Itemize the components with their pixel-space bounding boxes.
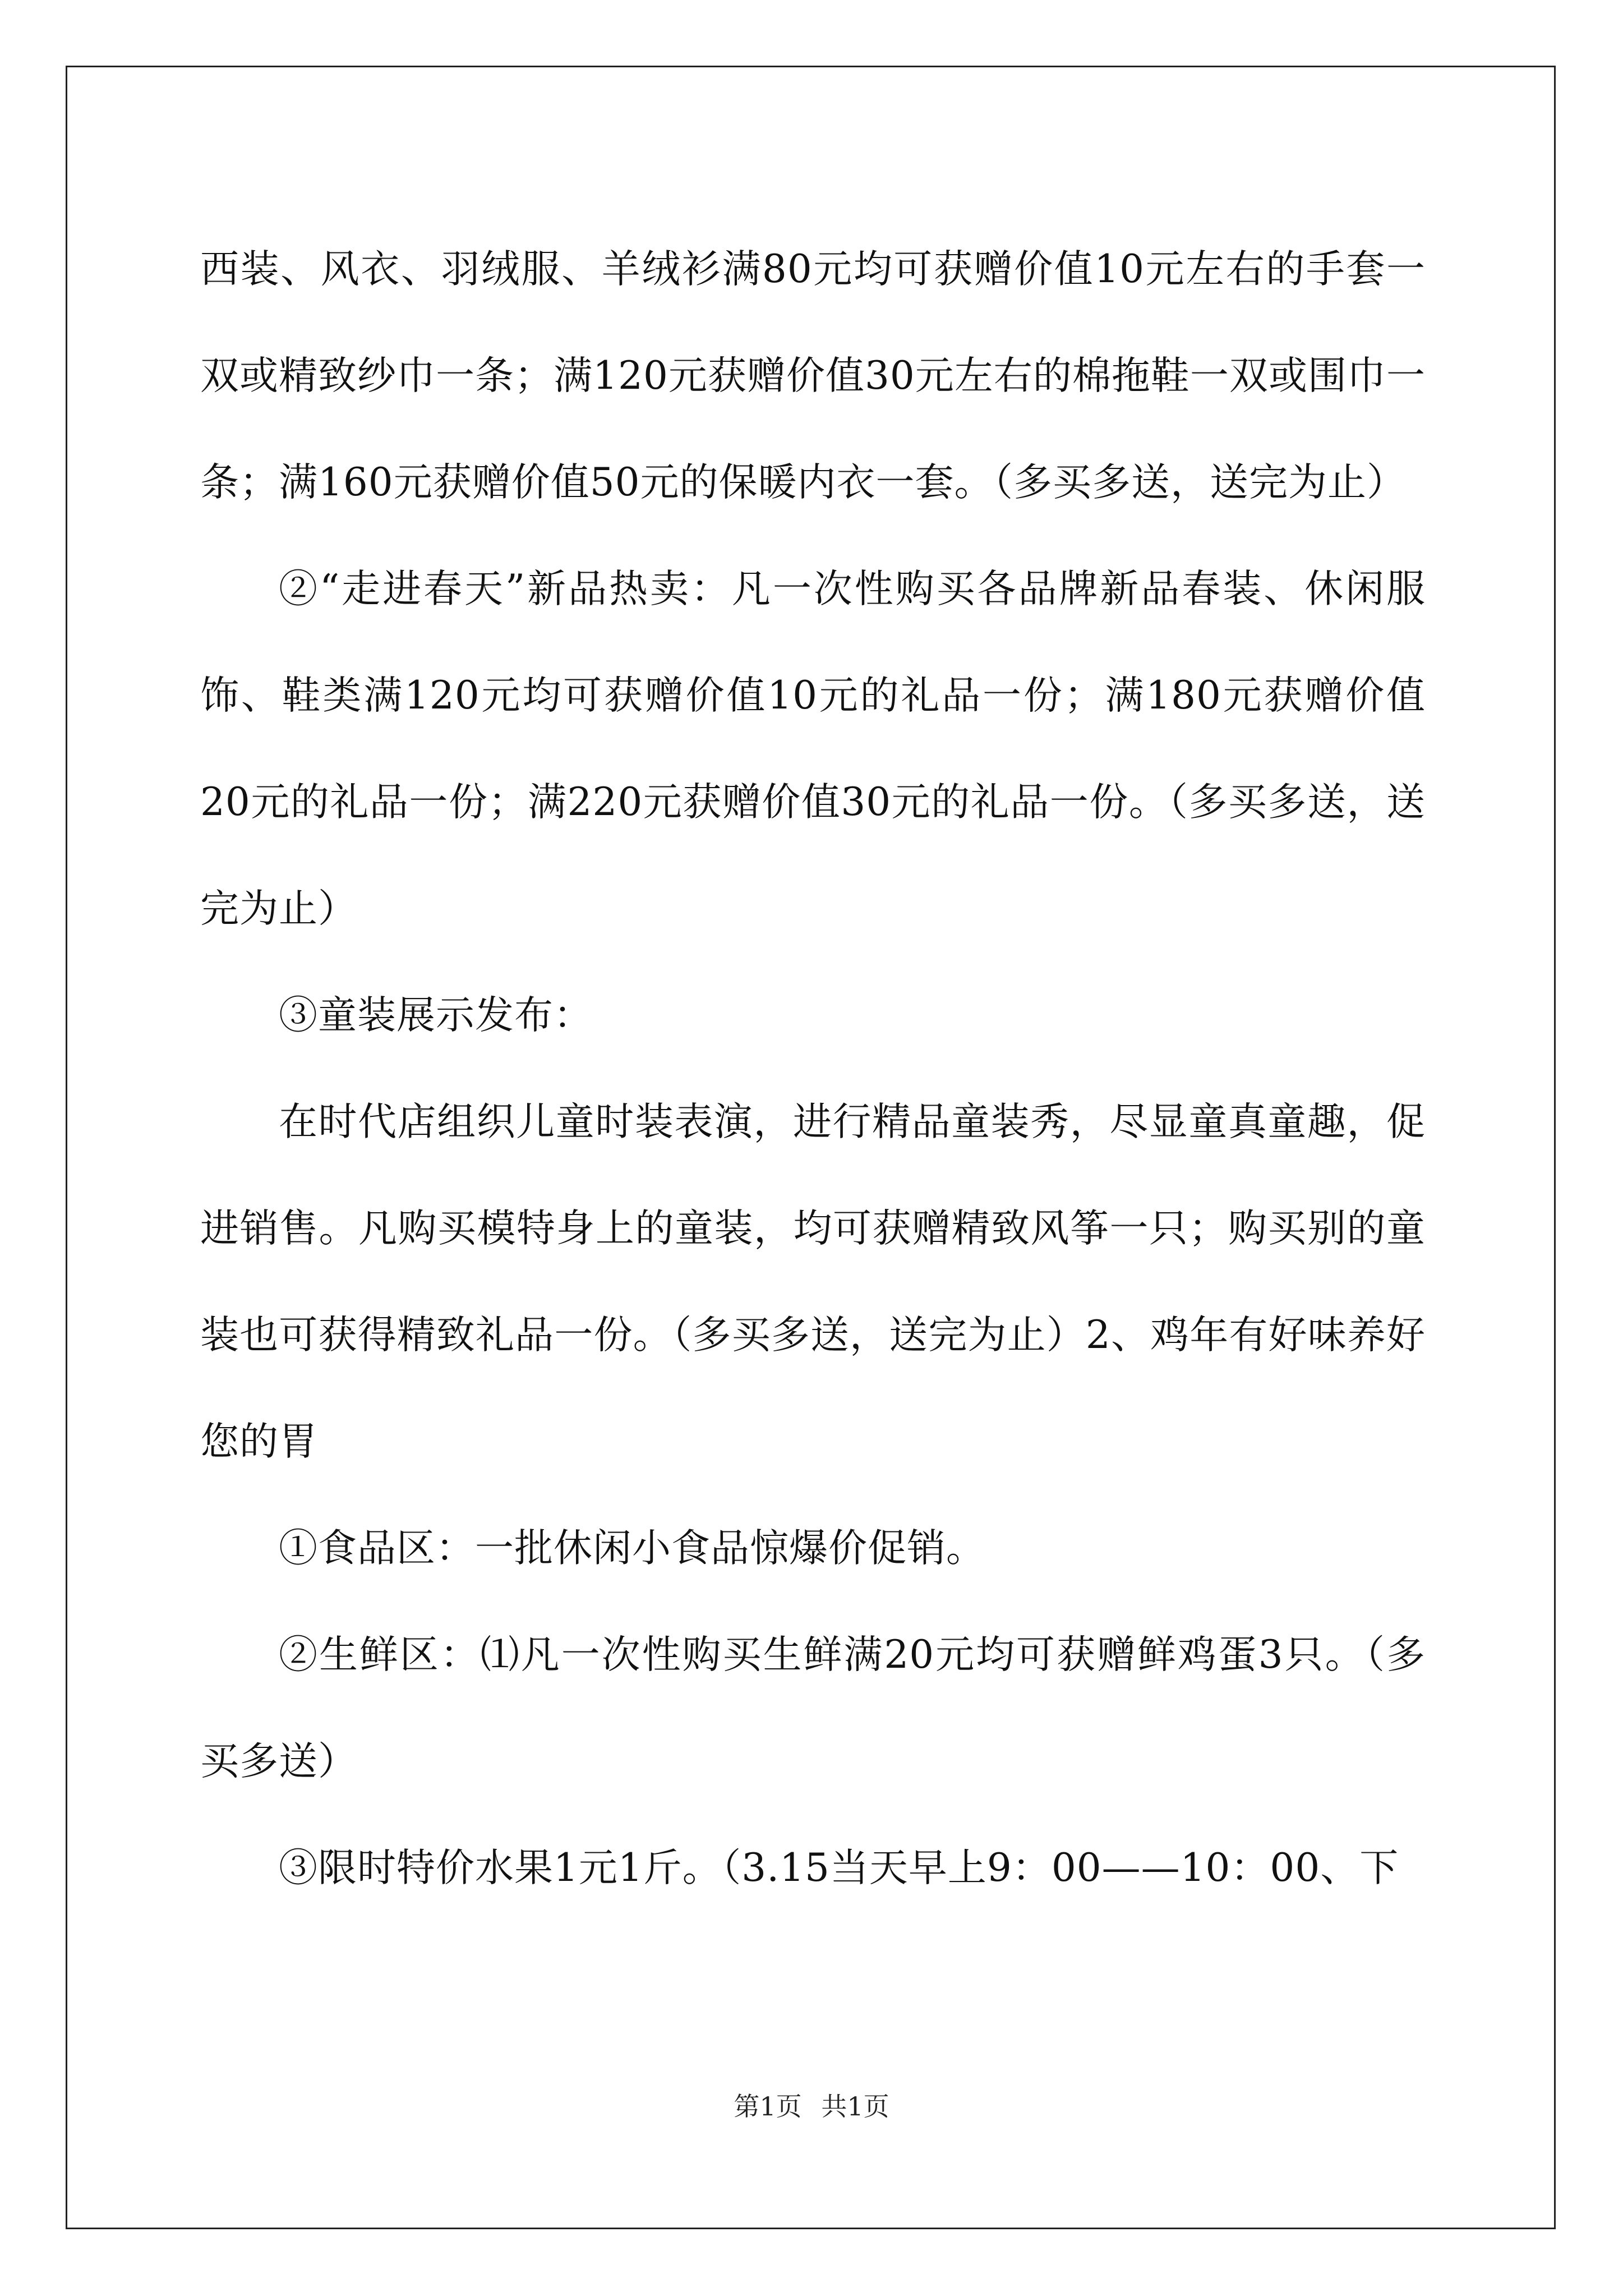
page-total: 共1页	[821, 2091, 889, 2122]
document-body	[200, 216, 1426, 1921]
paragraph-kids-show-details: 在时代店组织儿童时装表演，进行精品童装秀，尽显童真童趣，促进销售。凡购买模特身上的童装，均可获赠精致风筝一只；购买别的童装也可获得精致礼品一份。（多买多送，送完为止）2、鸡年有好味养好您的胃	[200, 1099, 1426, 1464]
paragraph-fruit-special: ③限时特价水果1元1斤。（3.15当天早上9：00——10：00、下	[279, 1846, 1399, 1890]
paragraph-spring-new-items: ②“走进春天”新品热卖：凡一次性购买各品牌新品春装、休闲服饰、鞋类满120元均可获赠价值10元的礼品一份；满180元获赠价值20元的礼品一份；满220元获赠价值30元的礼品一份。（多买多送，送完为止）	[200, 567, 1426, 931]
paragraph-fresh-area: ②生鲜区：⑴凡一次性购买生鲜满20元均可获赠鲜鸡蛋3只。（多买多送）	[200, 1632, 1426, 1784]
paragraph-clothing-gifts: 西装、风衣、羽绒服、羊绒衫满80元均可获赠价值10元左右的手套一双或精致纱巾一条；满120元获赠价值30元左右的棉拖鞋一双或围巾一条；满160元获赠价值50元的保暖内衣一套。（多买多送，送完为止）	[200, 247, 1426, 505]
page-footer	[0, 2090, 1623, 2123]
page-number: 第1页	[734, 2091, 802, 2122]
paragraph-food-area: ①食品区：一批休闲小食品惊爆价促销。	[279, 1526, 985, 1571]
paragraph-kids-show-heading: ③童装展示发布：	[279, 993, 593, 1038]
